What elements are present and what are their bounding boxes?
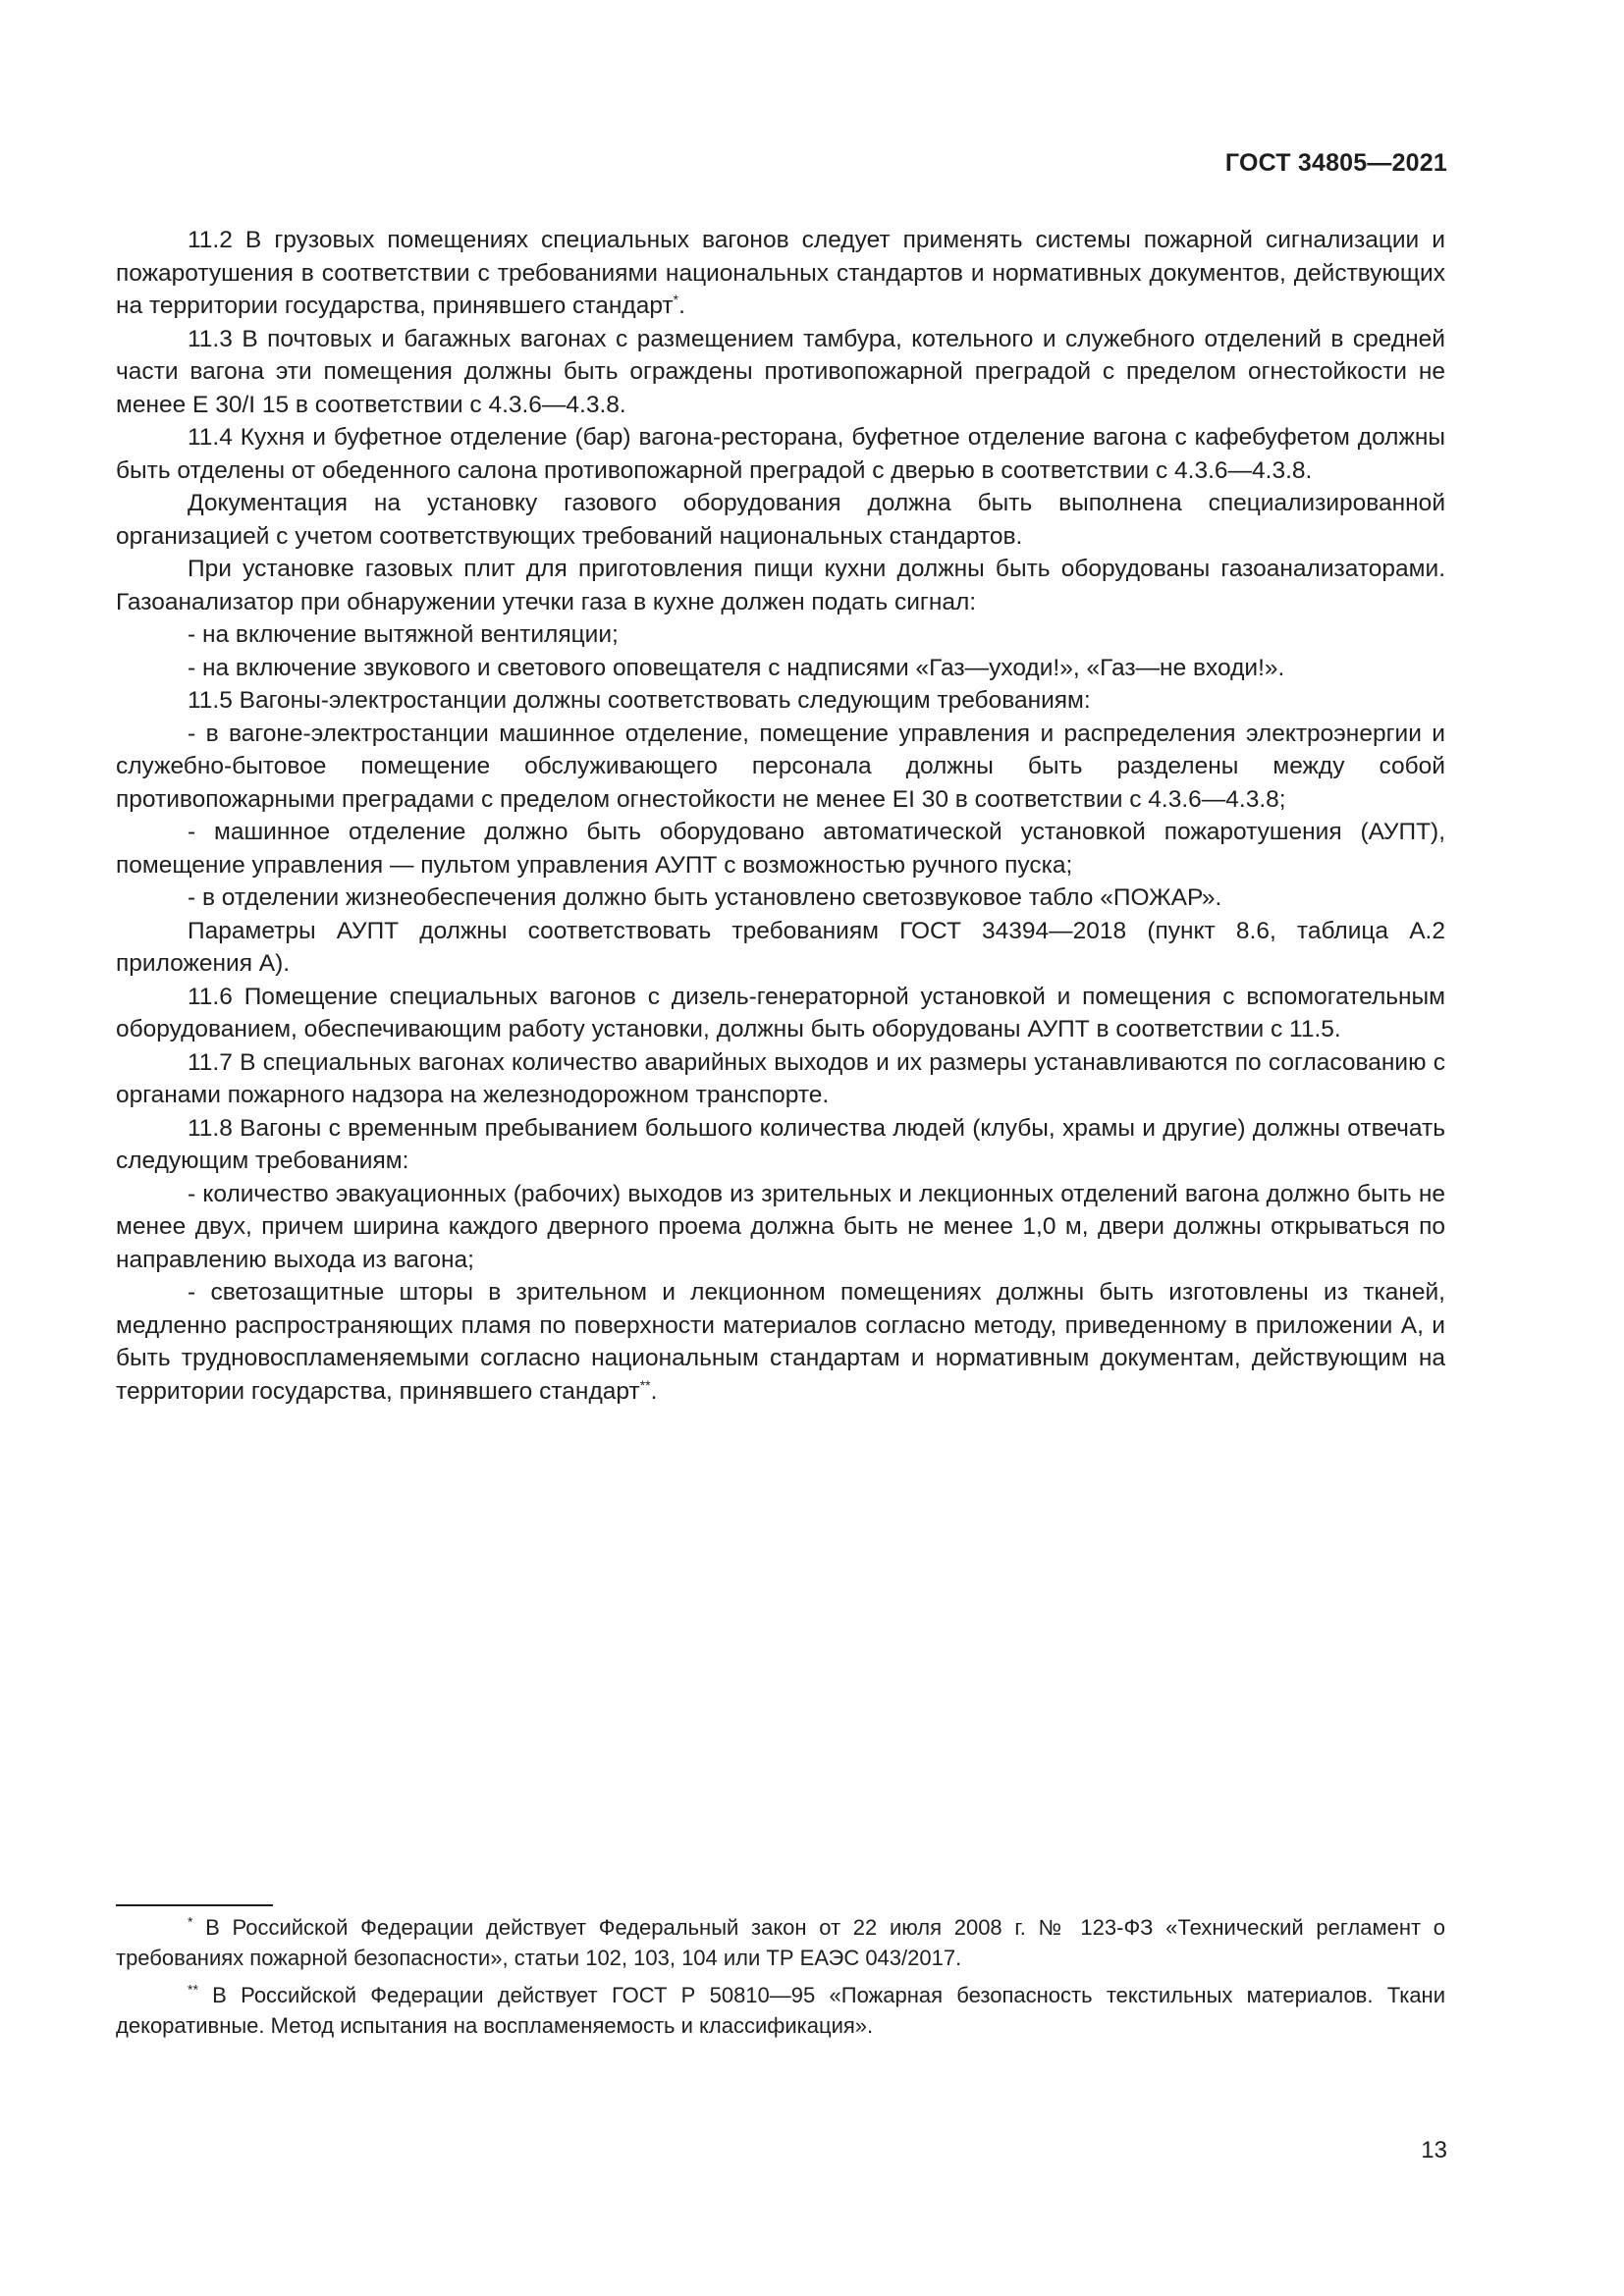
footnote-2: ** В Российской Федерации действует ГОСТ Р 50810—95 «Пожарная безопасность текстильных материалов. Ткани декоративные. Метод испытания на воспламеняемость и классификация».: [116, 1981, 1445, 2038]
footnotes: [116, 1912, 1445, 2048]
list-item-evacuation-exits: - количество эвакуационных (рабочих) выходов из зрительных и лекционных отделений вагона должно быть не менее двух, причем ширина каждого дверного проема должна быть не менее 1,0 м, двери должны открываться по направлению выхода из вагона;: [116, 1180, 1445, 1273]
list-item-ventilation: - на включение вытяжной вентиляции;: [188, 621, 619, 648]
standard-designation: ГОСТ 34805—2021: [1224, 149, 1447, 177]
list-item-engine-room: - машинное отделение должно быть оборудовано автоматической установкой пожаротушения (АУПТ), помещение управления — пультом управления АУПТ с возможностью ручного пуска;: [116, 819, 1445, 879]
footnote-mark-2: **: [188, 1981, 198, 1998]
paragraph-11-2: 11.2 В грузовых помещениях специальных вагонов следует применять системы пожарной сигнализации и пожаротушения в соответствии с требованиями национальных стандартов и нормативных документов, действующих на территории государства, принявшего стандарт*.: [116, 227, 1445, 319]
paragraph-gas-analyzers: При установке газовых плит для приготовления пищи кухни должны быть оборудованы газоанализаторами. Газоанализатор при обнаружении утечки газа в кухне должен подать сигнал:: [116, 556, 1445, 615]
list-item-curtains: - светозащитные шторы в зрительном и лекционном помещениях должны быть изготовлены из тканей, медленно распространяющих пламя по поверхности материалов согласно методу, приведенному в приложении А, и быть трудновоспламеняемыми согласно национальным стандартам и нормативным документам, действующим на территории государства, принявшего стандарт**.: [116, 1279, 1445, 1405]
paragraph-11-4: 11.4 Кухня и буфетное отделение (бар) вагона-ресторана, буфетное отделение вагона с кафебуфетом должны быть отделены от обеденного салона противопожарной преградой с дверью в соответствии с 4.3.6—4.3.8.: [116, 424, 1445, 484]
list-item-power-car-partitions: - в вагоне-электростанции машинное отделение, помещение управления и распределения электроэнергии и служебно-бытовое помещение обслуживающего персонала должны быть разделены между собой противопожарными преградами с пределом огнестойкости не менее EI 30 в соответствии с 4.3.6—4.3.8;: [116, 720, 1445, 813]
footnote-ref-2[interactable]: **: [639, 1376, 651, 1393]
page-number: 13: [1421, 2137, 1447, 2163]
paragraph-aupt-parameters: Параметры АУПТ должны соответствовать требованиям ГОСТ 34394—2018 (пункт 8.6, таблица А.2 приложения А).: [116, 917, 1445, 977]
paragraph-11-6: 11.6 Помещение специальных вагонов с дизель-генераторной установкой и помещения с вспомогательным оборудованием, обеспечивающим работу установки, должны быть оборудованы АУПТ в соответствии с 11.5.: [116, 983, 1445, 1042]
paragraph-11-7: 11.7 В специальных вагонах количество аварийных выходов и их размеры устанавливаются по согласованию с органами пожарного надзора на железнодорожном транспорте.: [116, 1048, 1445, 1108]
paragraph-11-3: 11.3 В почтовых и багажных вагонах с размещением тамбура, котельного и служебного отделений в средней части вагона эти помещения должны быть ограждены противопожарной преградой с пределом огнестойкости не менее E 30/I 15 в соответствии с 4.3.6—4.3.8.: [116, 325, 1445, 418]
footnote-divider: [116, 1904, 273, 1906]
footnote-1: * В Российской Федерации действует Федеральный закон от 22 июля 2008 г. № 123-ФЗ «Технический регламент о требованиях пожарной безопасности», статьи 102, 103, 104 или ТР ЕАЭС 043/2017.: [116, 1913, 1445, 1970]
paragraph-gas-documentation: Документация на установку газового оборудования должна быть выполнена специализированной организацией с учетом соответствующих требований национальных стандартов.: [116, 490, 1445, 550]
list-item-alarm: - на включение звукового и светового оповещателя с надписями «Газ—уходи!», «Газ—не входи!».: [188, 654, 1285, 681]
list-item-life-support: - в отделении жизнеобеспечения должно быть установлено светозвуковое табло «ПОЖАР».: [188, 884, 1222, 911]
paragraph-11-5: 11.5 Вагоны-электростанции должны соответствовать следующим требованиям:: [188, 687, 1091, 714]
paragraph-11-8: 11.8 Вагоны с временным пребыванием большого количества людей (клубы, храмы и другие) должны отвечать следующим требованиям:: [116, 1114, 1445, 1174]
footnote-mark-1: *: [188, 1913, 193, 1930]
body-text: [116, 224, 1445, 1408]
footnote-ref-1[interactable]: *: [673, 291, 679, 307]
